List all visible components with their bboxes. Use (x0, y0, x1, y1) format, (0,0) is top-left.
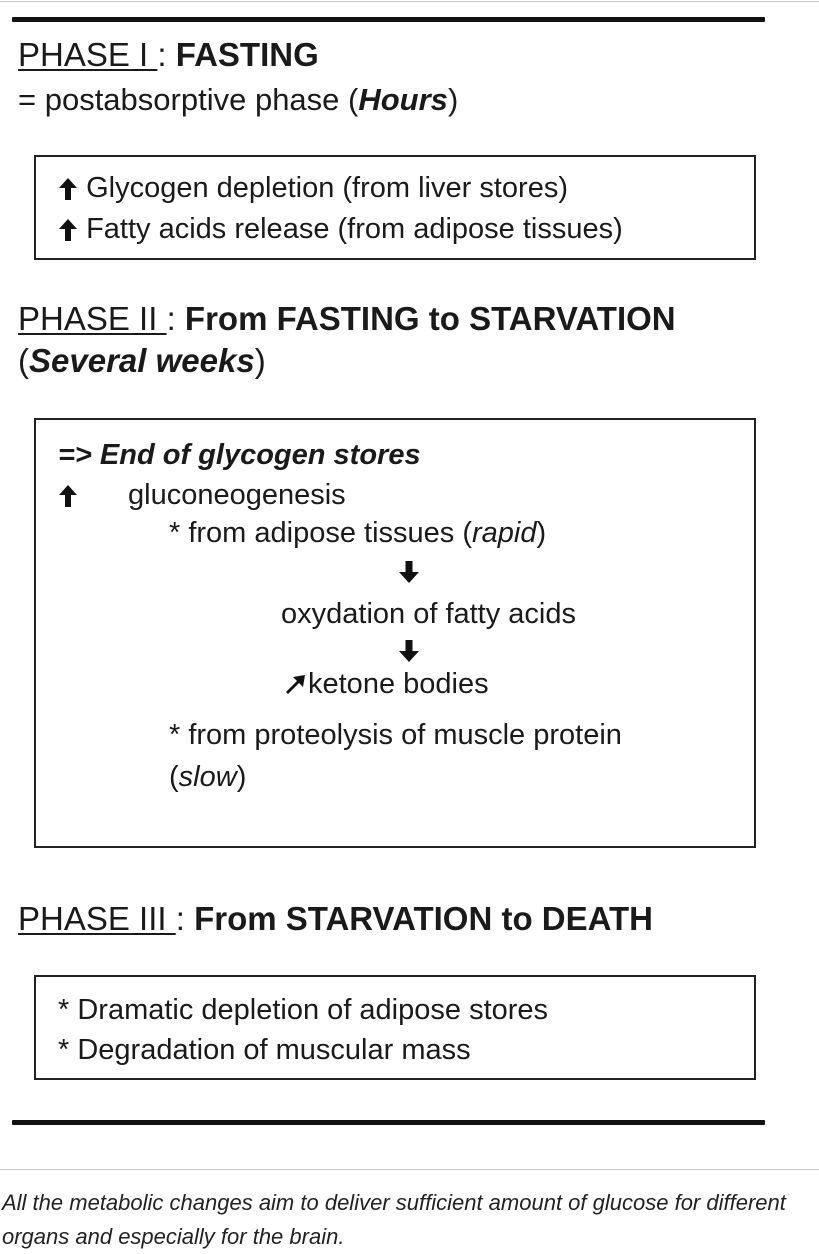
phase2-duration-text: Several weeks (29, 342, 255, 379)
slow-close: ) (236, 761, 247, 793)
phase1-item-text: Glycogen depletion (from liver stores) (86, 172, 568, 204)
phase1-subtitle-prefix: = postabsorptive phase ( (18, 82, 359, 117)
phase1-separator: : (157, 36, 176, 73)
phase3-item-text: * Degradation of muscular mass (58, 1034, 471, 1066)
from-adipose-speed: rapid (472, 517, 537, 549)
phase2-box (34, 418, 756, 848)
end-glycogen-line (58, 438, 421, 473)
phase3-heading (18, 898, 653, 939)
proteolysis-text: * from proteolysis of muscle protein (169, 719, 622, 751)
up-arrow-icon (58, 484, 78, 508)
phase3-separator: : (175, 900, 195, 937)
from-adipose-prefix: * from adipose tissues ( (169, 517, 473, 549)
caption-divider (0, 1169, 819, 1170)
up-arrow-icon (58, 177, 78, 201)
phase3-item-text: * Dramatic depletion of adipose stores (58, 994, 549, 1026)
ketone-text: ketone bodies (308, 668, 489, 700)
phase1-subtitle (18, 82, 458, 118)
top-thick-rule (12, 17, 765, 22)
slow-open: ( (169, 761, 179, 793)
phase3-item (58, 1033, 471, 1068)
proteolysis-line (169, 718, 622, 753)
phase2-heading (18, 298, 676, 339)
up-arrow-icon (58, 218, 78, 242)
phase2-title: From FASTING to STARVATION (184, 300, 676, 337)
phase1-item-text: Fatty acids release (from adipose tissues) (86, 213, 623, 245)
phase2-label: PHASE II (18, 300, 167, 337)
ketone-line (284, 667, 489, 702)
phase2-separator: : (166, 300, 185, 337)
phase2-duration-open: ( (18, 342, 29, 379)
phase2-duration-close: ) (254, 342, 266, 379)
from-adipose-line (169, 516, 546, 551)
end-glycogen-text: => End of glycogen stores (58, 439, 421, 471)
phase1-item (58, 171, 568, 206)
phase1-box (34, 155, 756, 260)
down-arrow-icon (398, 639, 420, 663)
phase1-title: FASTING (175, 36, 319, 73)
top-divider (0, 1, 819, 2)
figure-caption: All the metabolic changes aim to deliver sufficient amount of glucose for different organs and especially for the brain. (2, 1190, 786, 1249)
phase2-duration (18, 340, 266, 381)
oxidation-line (281, 597, 576, 632)
phase1-label: PHASE I (18, 36, 158, 73)
up-right-arrow-icon (284, 674, 308, 696)
gluconeogenesis-line (58, 478, 346, 513)
phase1-duration: Hours (358, 82, 448, 117)
from-adipose-suffix: ) (536, 517, 547, 549)
phase3-box (34, 975, 756, 1080)
slow-line (169, 760, 246, 795)
phase1-subtitle-suffix: ) (447, 82, 459, 117)
slow-text: slow (178, 761, 237, 793)
phase3-label: PHASE III (18, 900, 176, 937)
phase3-title: From STARVATION to DEATH (194, 900, 653, 937)
bottom-thick-rule (12, 1120, 765, 1125)
gluconeogenesis-text: gluconeogenesis (128, 479, 346, 511)
phase1-heading (18, 34, 319, 75)
phase3-item (58, 993, 548, 1028)
phase1-item (58, 212, 623, 247)
oxidation-text: oxydation of fatty acids (281, 598, 576, 630)
down-arrow-icon (398, 560, 420, 584)
